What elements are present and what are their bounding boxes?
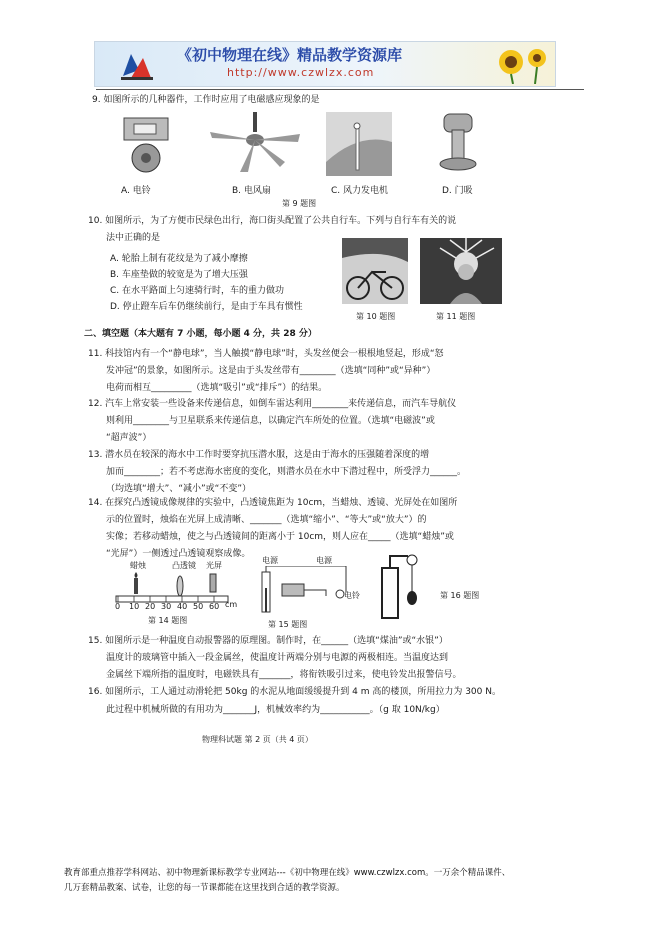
q13-line3: （均选填“增大”、“减小”或“不变”） bbox=[106, 484, 251, 494]
label-power-1: 电源 bbox=[262, 556, 278, 565]
q11-line3: 电荷而相互_________（选填“吸引”或“排斥”）的结果。 bbox=[106, 383, 328, 393]
q14-line1: 14. 在探究凸透镜成像规律的实验中，凸透镜焦距为 10cm，当蜡烛、透镜、光屏处在如图所 bbox=[88, 498, 458, 508]
bicycle-photo bbox=[342, 238, 408, 304]
electric-fan-image bbox=[210, 112, 300, 174]
door-stopper-image bbox=[426, 112, 488, 174]
q9-option-d: D. 门吸 bbox=[442, 186, 473, 196]
static-ball-photo bbox=[420, 238, 502, 304]
q10-caption: 第 10 题图 bbox=[356, 312, 396, 321]
pulley-figure bbox=[378, 550, 432, 620]
q9-option-c: C. 风力发电机 bbox=[331, 186, 389, 196]
q11-line1: 11. 科技馆内有一个“静电球”，当人触摸“静电球”时，头发丝便会一根根地竖起，形成“怒 bbox=[88, 349, 444, 359]
tick-60: 60 bbox=[209, 602, 220, 611]
ruler-unit: cm bbox=[225, 600, 238, 609]
q13-line1: 13. 潜水员在较深的海水中工作时要穿抗压潜水服，这是由于海水的压强随着深度的增 bbox=[88, 450, 430, 460]
q12-line2: 则利用________与卫星联系来传递信息，以确定汽车所处的位置。（选填“电磁波”或 bbox=[106, 416, 435, 426]
banner-url: http://www.czwlzx.com bbox=[227, 66, 375, 79]
q9-caption: 第 9 题图 bbox=[282, 199, 317, 208]
site-banner bbox=[94, 41, 556, 87]
tick-0: 0 bbox=[115, 602, 121, 611]
q10-option-c: C. 在水平路面上匀速骑行时，车的重力做功 bbox=[110, 286, 285, 296]
q15-caption: 第 15 题图 bbox=[268, 620, 308, 629]
q13-line2: 加而________；若不考虑海水密度的变化，则潜水员在水中下潜过程中，所受浮力______。 bbox=[106, 467, 467, 477]
q10-stem-line1: 10. 如图所示，为了方便市民绿色出行，海口街头配置了公共自行车。下列与自行车有关的说 bbox=[88, 216, 457, 226]
page-footer: 物理科试题 第 2 页（共 4 页） bbox=[202, 735, 313, 744]
q11-figure-caption: 第 11 题图 bbox=[436, 312, 476, 321]
q14-caption: 第 14 题图 bbox=[148, 616, 188, 625]
promo-line1: 教育部重点推荐学科网站、初中物理新课标教学专业网站---《初中物理在线》www.czwlzx.com。一万余个精品课件、 bbox=[64, 868, 511, 878]
q14-line3: 实像；若移动蜡烛，使之与凸透镜间的距离小于 10cm，则人应在_____（选填“蜡烛”或 bbox=[106, 532, 454, 542]
q14-line4: “光屏”）一侧透过凸透镜观察成像。 bbox=[106, 549, 251, 559]
section2-heading: 二、填空题（本大题有 7 小题，每小题 4 分，共 28 分） bbox=[84, 329, 317, 339]
promo-line2: 几万套精品教案、试卷，让您的每一节课都能在这里找到合适的教学资源。 bbox=[64, 883, 345, 893]
sunflower-icon bbox=[491, 44, 551, 84]
label-convex-lens: 凸透镜 bbox=[172, 561, 196, 570]
label-power-2: 电源 bbox=[316, 556, 332, 565]
logo-icon bbox=[117, 48, 157, 82]
q9-option-b: B. 电风扇 bbox=[232, 186, 271, 196]
tick-40: 40 bbox=[177, 602, 188, 611]
q15-line1: 15. 如图所示是一种温度自动报警器的原理图。制作时，在______（选填“煤油”或“水银”） bbox=[88, 636, 448, 646]
q10-stem-line2: 法中正确的是 bbox=[106, 233, 161, 243]
tick-30: 30 bbox=[161, 602, 172, 611]
q14-line2: 示的位置时，烛焰在光屏上成清晰、_______（选填“缩小”、“等大”或“放大”）的 bbox=[106, 515, 427, 525]
q9-option-a: A. 电铃 bbox=[121, 186, 151, 196]
wind-generator-image bbox=[326, 112, 392, 176]
q10-option-a: A. 轮胎上制有花纹是为了减小摩擦 bbox=[110, 254, 248, 264]
electric-bell-image bbox=[118, 114, 174, 176]
q12-line3: “超声波”） bbox=[106, 433, 152, 443]
q16-caption: 第 16 题图 bbox=[440, 591, 480, 600]
q10-option-d: D. 停止蹬车后车仍继续前行，是由于车具有惯性 bbox=[110, 302, 303, 312]
tick-50: 50 bbox=[193, 602, 204, 611]
q11-line2: 发冲冠”的景象，如图所示。这是由于头发丝带有________（选填“同种”或“异种”） bbox=[106, 366, 436, 376]
q15-line3: 金属丝下端所指的温度时，电磁铁具有_______，将衔铁吸引过来，使电铃发出报警信号。 bbox=[106, 670, 462, 680]
label-candle: 蜡烛 bbox=[130, 561, 146, 570]
label-bell: 电铃 bbox=[344, 591, 360, 600]
q9-stem: 9. 如图所示的几种器件，工作时应用了电磁感应现象的是 bbox=[92, 95, 320, 105]
q16-line1: 16. 如图所示，工人通过动滑轮把 50kg 的水泥从地面缓缓提升到 4 m 高的楼顶，所用拉力为 300 N。 bbox=[88, 687, 501, 697]
q16-line2: 此过程中机械所做的有用功为_______J，机械效率约为___________。（g 取 10N/kg） bbox=[106, 705, 445, 715]
header-rule bbox=[96, 89, 584, 90]
alarm-circuit-figure bbox=[256, 566, 356, 616]
q12-line1: 12. 汽车上常安装一些设备来传递信息，如倒车雷达利用________来传递信息，而汽车导航仪 bbox=[88, 399, 457, 409]
q10-option-b: B. 车座垫做的较宽是为了增大压强 bbox=[110, 270, 248, 280]
tick-20: 20 bbox=[145, 602, 156, 611]
banner-title: 《初中物理在线》精品教学资源库 bbox=[177, 46, 403, 64]
q15-line2: 温度计的玻璃管中插入一段金属丝，使温度计两端分别与电源的两极相连。当温度达到 bbox=[106, 653, 449, 663]
tick-10: 10 bbox=[129, 602, 140, 611]
label-screen: 光屏 bbox=[206, 561, 222, 570]
